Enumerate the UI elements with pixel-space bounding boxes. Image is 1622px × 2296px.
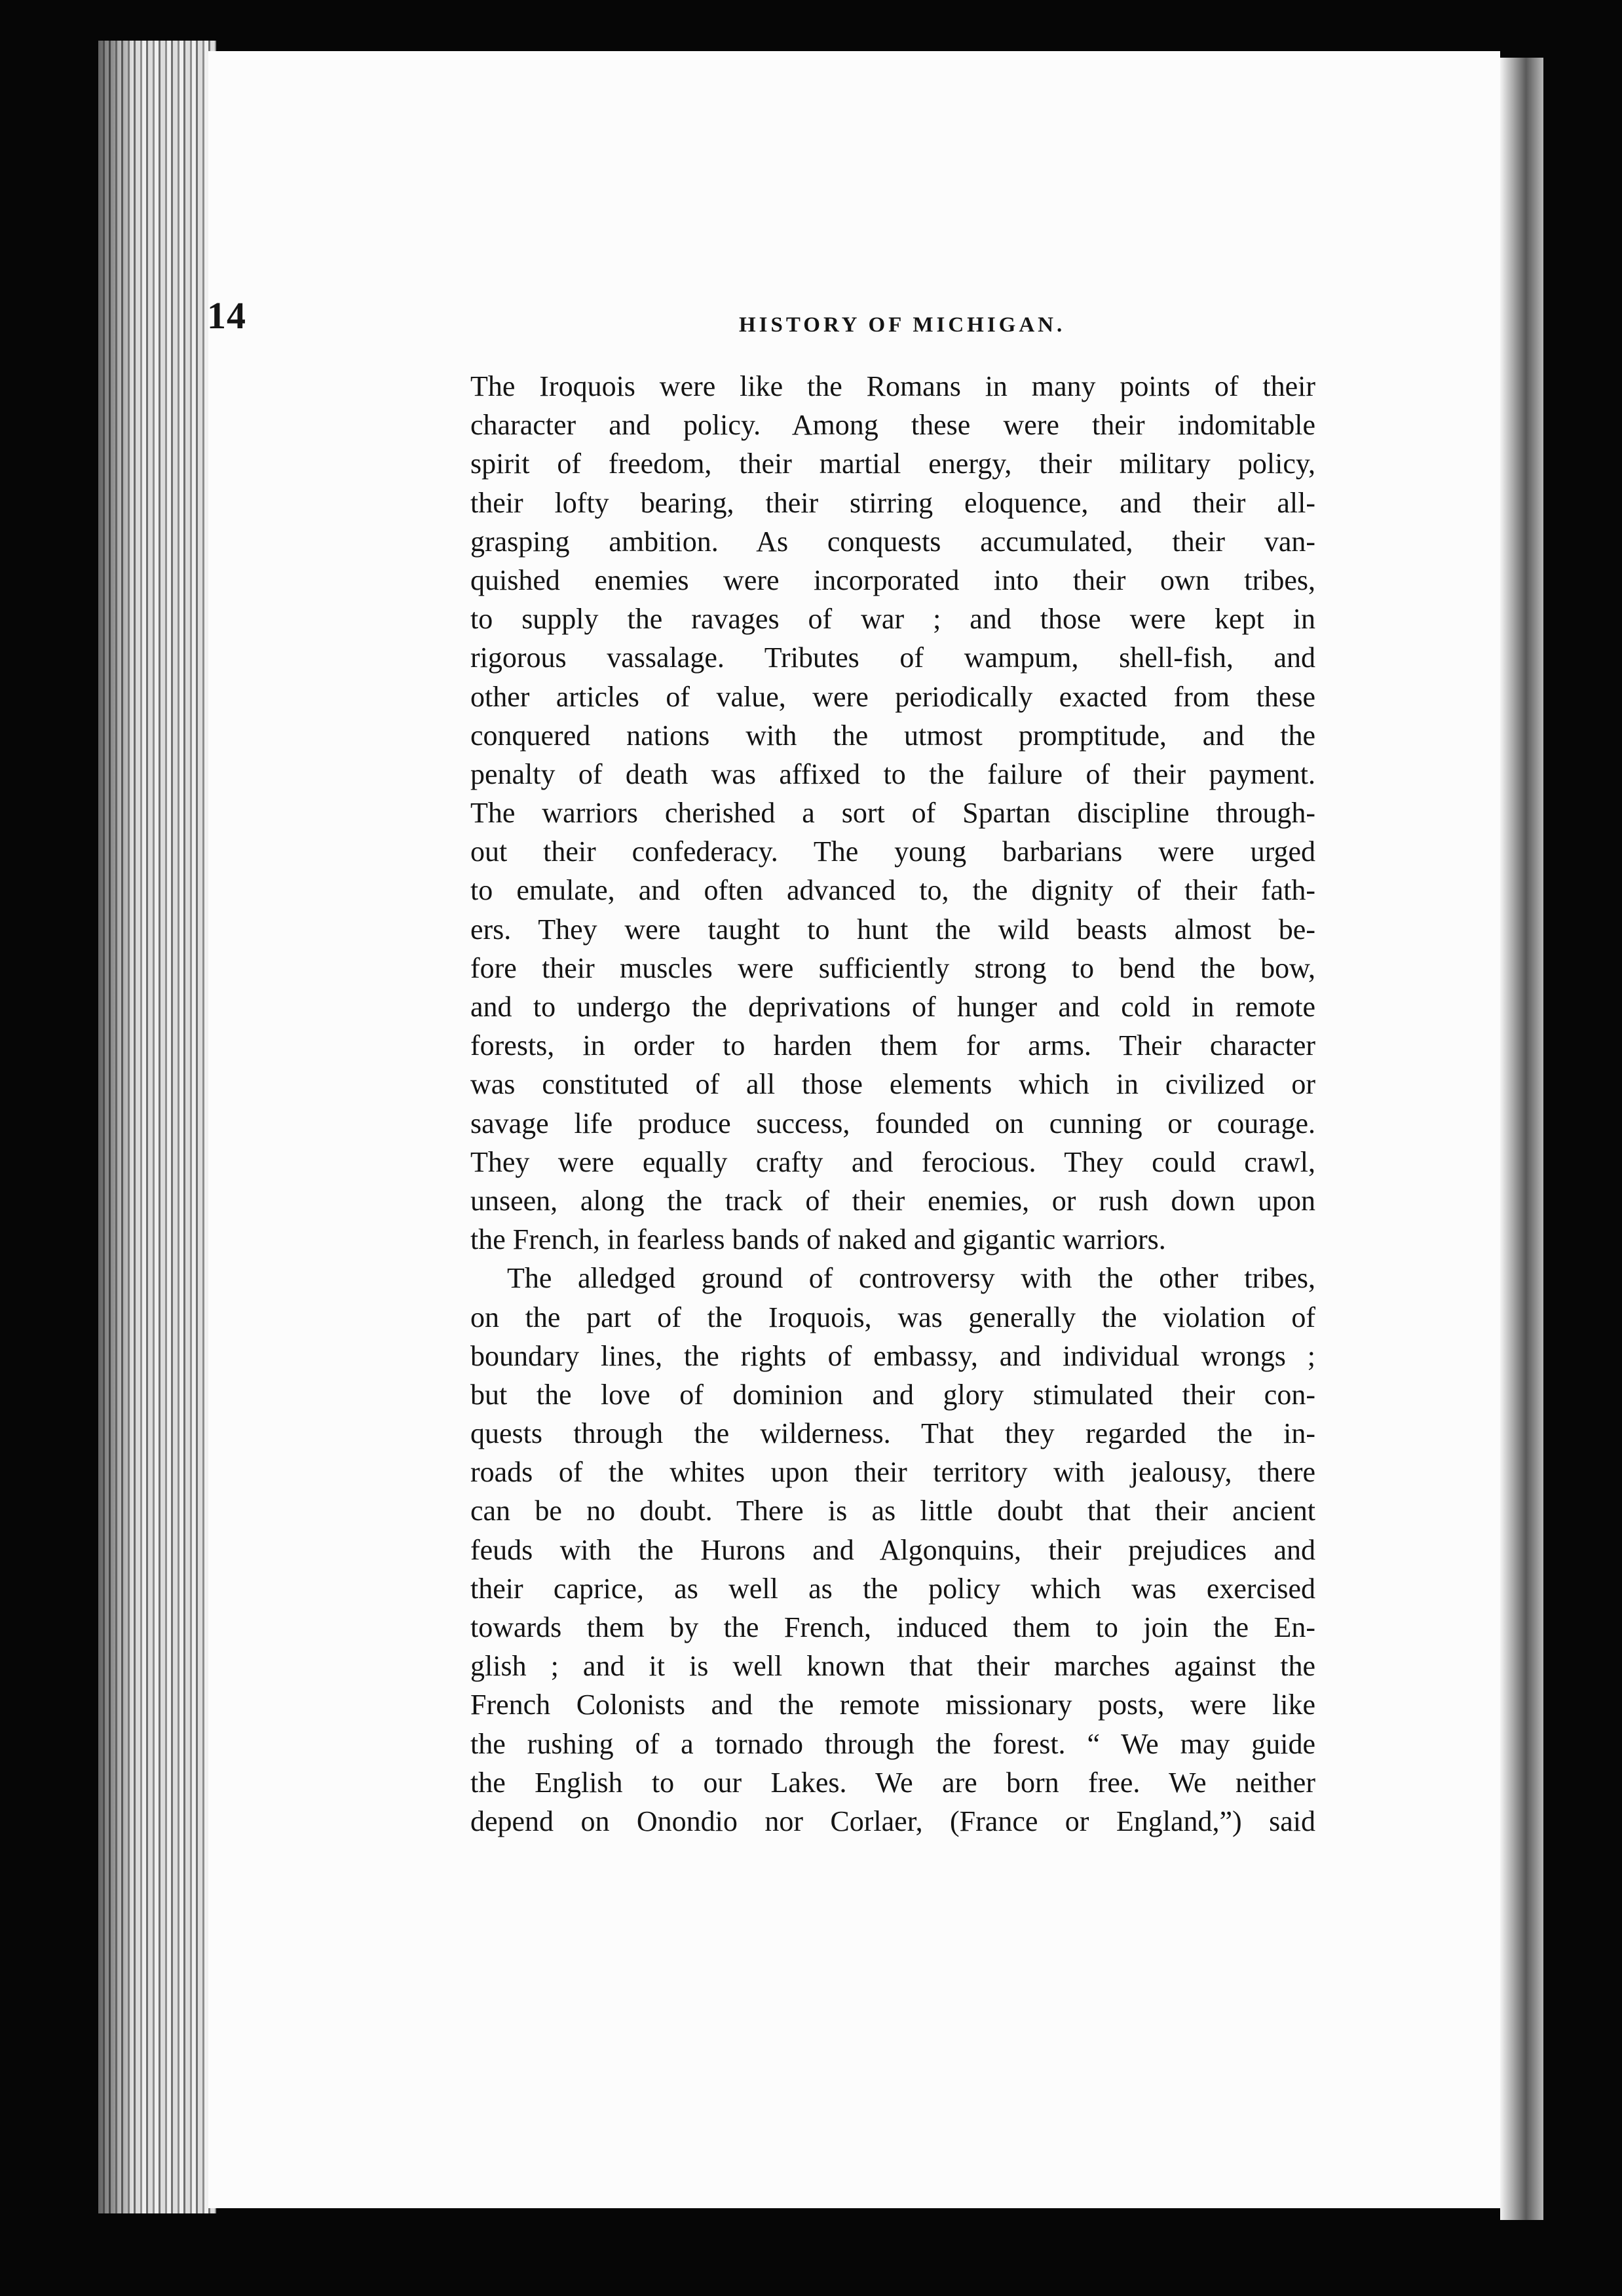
text-line: unseen, along the track of their enemies, or rush down upon — [470, 1184, 1315, 1217]
text-line: out their confederacy. The young barbarians were urged — [470, 835, 1315, 868]
text-line: rigorous vassalage. Tributes of wampum, shell-fish, and — [470, 641, 1315, 674]
text-line: feuds with the Hurons and Algonquins, their prejudices and — [470, 1533, 1315, 1566]
text-line: savage life produce success, founded on cunning or courage. — [470, 1107, 1315, 1139]
text-line: can be no doubt. There is as little doubt that their ancient — [470, 1495, 1315, 1527]
text-line: to supply the ravages of war ; and those were kept in — [470, 603, 1315, 636]
text-line: fore their muscles were sufficiently strong to bend the bow, — [470, 951, 1315, 984]
text-line: but the love of dominion and glory stimulated their con- — [470, 1378, 1315, 1411]
text-line: on the part of the Iroquois, was generally the violation of — [470, 1301, 1315, 1333]
text-line: glish ; and it is well known that their marches against the — [470, 1650, 1315, 1683]
text-line: spirit of freedom, their martial energy, their military policy, — [470, 448, 1315, 480]
text-line: to emulate, and often advanced to, the dignity of their fath- — [470, 874, 1315, 907]
text-line: The Iroquois were like the Romans in many points of their — [470, 370, 1315, 402]
text-line: roads of the whites upon their territory with jealousy, there — [470, 1456, 1315, 1489]
text-line: penalty of death was affixed to the failure of their payment. — [470, 757, 1315, 790]
text-line: character and policy. Among these were their indomitable — [470, 409, 1315, 442]
running-head: HISTORY OF MICHIGAN. — [739, 313, 1066, 337]
text-line: the French, in fearless bands of naked and gigantic warriors. — [470, 1223, 1166, 1256]
page-edges-shadow — [98, 41, 138, 2213]
text-line: The alledged ground of controversy with the other tribes, — [507, 1262, 1315, 1295]
text-line: grasping ambition. As conquests accumulated, their van- — [470, 525, 1315, 558]
text-line: forests, in order to harden them for arms. Their character — [470, 1029, 1315, 1062]
text-line: the English to our Lakes. We are born free. We neither — [470, 1766, 1315, 1799]
text-line: their lofty bearing, their stirring eloquence, and their all- — [470, 486, 1315, 519]
text-line: The warriors cherished a sort of Spartan discipline through- — [470, 797, 1315, 830]
text-line: They were equally crafty and ferocious. They could crawl, — [470, 1145, 1315, 1178]
text-line: quests through the wilderness. That they regarded the in- — [470, 1417, 1315, 1450]
text-line: towards them by the French, induced them to join the En- — [470, 1611, 1315, 1643]
text-line: their caprice, as well as the policy which was exercised — [470, 1572, 1315, 1605]
text-line: French Colonists and the remote missionary posts, were like — [470, 1689, 1315, 1721]
text-line: the rushing of a tornado through the forest. “ We may guide — [470, 1727, 1315, 1760]
text-line: depend on Onondio nor Corlaer, (France or England,”) said — [470, 1805, 1315, 1837]
text-line: other articles of value, were periodically exacted from these — [470, 680, 1315, 713]
body-text — [470, 367, 1315, 1841]
text-line: conquered nations with the utmost promptitude, and the — [470, 719, 1315, 752]
page-number: 14 — [207, 294, 246, 337]
text-line: was constituted of all those elements which in civilized or — [470, 1068, 1315, 1101]
text-line: quished enemies were incorporated into their own tribes, — [470, 564, 1315, 596]
text-line: ers. They were taught to hunt the wild beasts almost be- — [470, 913, 1315, 946]
text-line: and to undergo the deprivations of hunger and cold in remote — [470, 991, 1315, 1023]
text-line: boundary lines, the rights of embassy, and individual wrongs ; — [470, 1339, 1315, 1372]
gutter-shadow — [1500, 58, 1543, 2220]
